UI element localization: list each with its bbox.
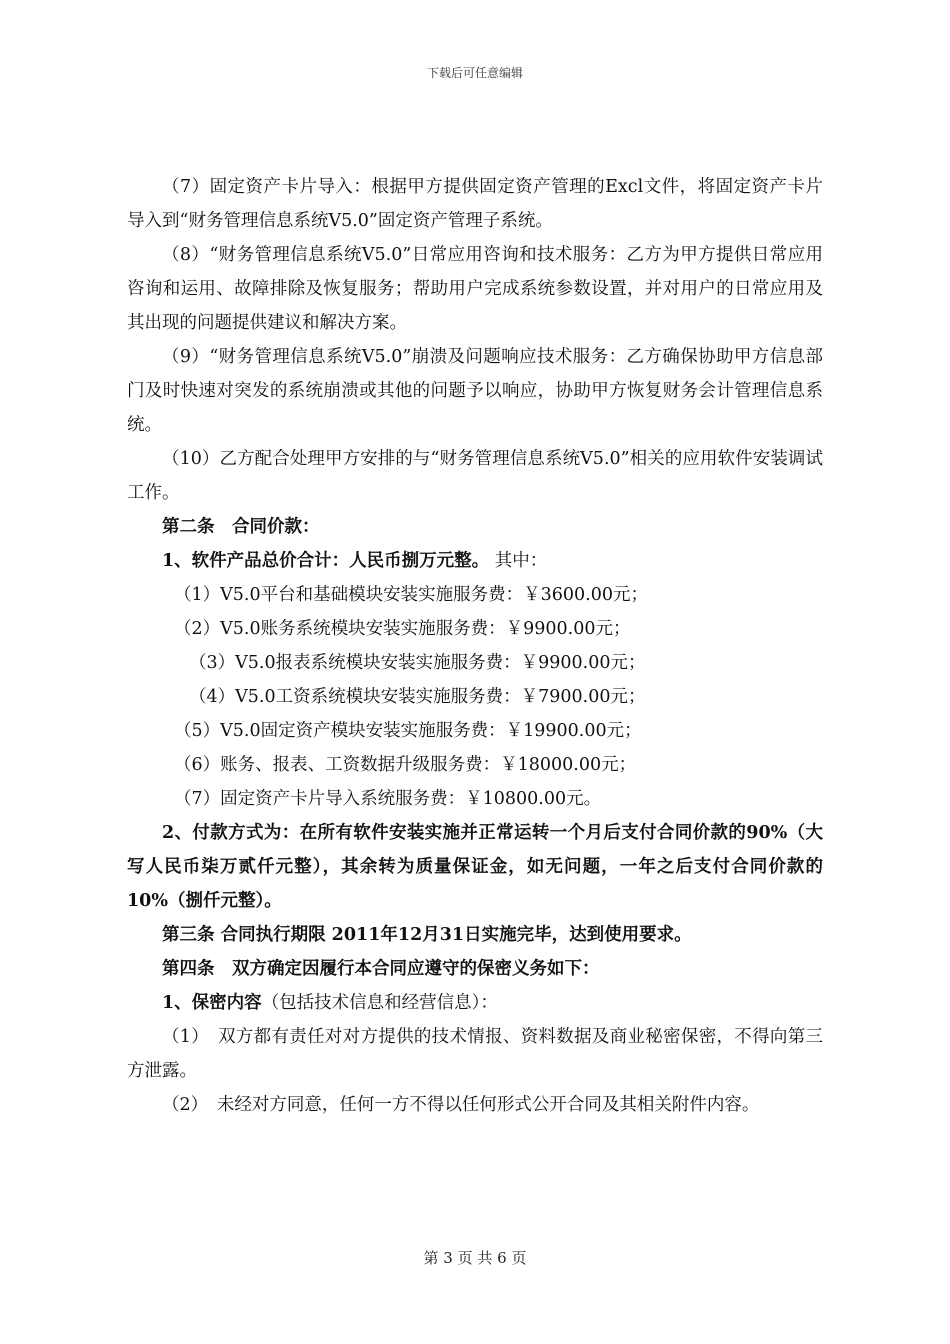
clause-10: （10）乙方配合处理甲方安排的与“财务管理信息系统V5.0”相关的应用软件安装调试工作。 [127,449,823,503]
confidential-item-1: （1） 双方都有责任对对方提供的技术情报、资料数据及商业秘密保密，不得向第三方泄露。 [127,1027,823,1081]
price-item-2: （2）V5.0账务系统模块安装实施服务费：￥9900.00元； [174,619,631,639]
page-footer: 第 3 页 共 6 页 [423,1249,527,1267]
clause-7: （7）固定资产卡片导入：根据甲方提供固定资产管理的Excl文件，将固定资产卡片导入到“财务管理信息系统V5.0”固定资产管理子系统。 [127,177,823,231]
price-item-3: （3）V5.0报表系统模块安装实施服务费：￥9900.00元； [189,653,646,673]
price-item-4: （4）V5.0工资系统模块安装实施服务费：￥7900.00元； [189,687,646,707]
price-item-5: （5）V5.0固定资产模块安装实施服务费：￥19900.00元； [174,721,642,741]
payment-terms: 2、付款方式为：在所有软件安装实施并正常运转一个月后支付合同价款的90%（大写人民币柒万贰仟元整），其余转为质量保证金，如无问题，一年之后支付合同价款的10%（捌仟元整）。 [127,823,823,911]
confidential-item-2: （2） 未经对方同意，任何一方不得以任何形式公开合同及其相关附件内容。 [162,1095,760,1115]
total-price [127,544,823,578]
price-item-7: （7）固定资产卡片导入系统服务费：￥10800.00元。 [174,789,602,809]
confidential-content [127,986,823,1020]
price-item-1: （1）V5.0平台和基础模块安装实施服务费：￥3600.00元； [174,585,648,605]
price-item-6: （6）账务、报表、工资数据升级服务费：￥18000.00元； [174,755,637,775]
article-2-title: 第二条 合同价款： [162,517,320,537]
document-body [127,170,823,1122]
article-4-title: 第四条 双方确定因履行本合同应遵守的保密义务如下： [162,959,600,979]
clause-8: （8）“财务管理信息系统V5.0”日常应用咨询和技术服务：乙方为甲方提供日常应用咨询和运用、故障排除及恢复服务；帮助用户完成系统参数设置，并对用户的日常应用及其出现的问题提供建议和解决方案。 [127,245,823,333]
total-price-tail: 其中： [489,551,548,571]
confidential-content-tail: （包括技术信息和经营信息）： [261,993,498,1013]
confidential-content-bold: 1、保密内容 [162,993,262,1013]
article-3: 第三条 合同执行期限 2011年12月31日实施完毕，达到使用要求。 [162,925,692,945]
page-header: 下载后可任意编辑 [426,66,523,80]
total-price-bold: 1、软件产品总价合计：人民币捌万元整。 [162,551,490,571]
clause-9: （9）“财务管理信息系统V5.0”崩溃及问题响应技术服务：乙方确保协助甲方信息部门及时快速对突发的系统崩溃或其他的问题予以响应，协助甲方恢复财务会计管理信息系统。 [127,347,823,435]
